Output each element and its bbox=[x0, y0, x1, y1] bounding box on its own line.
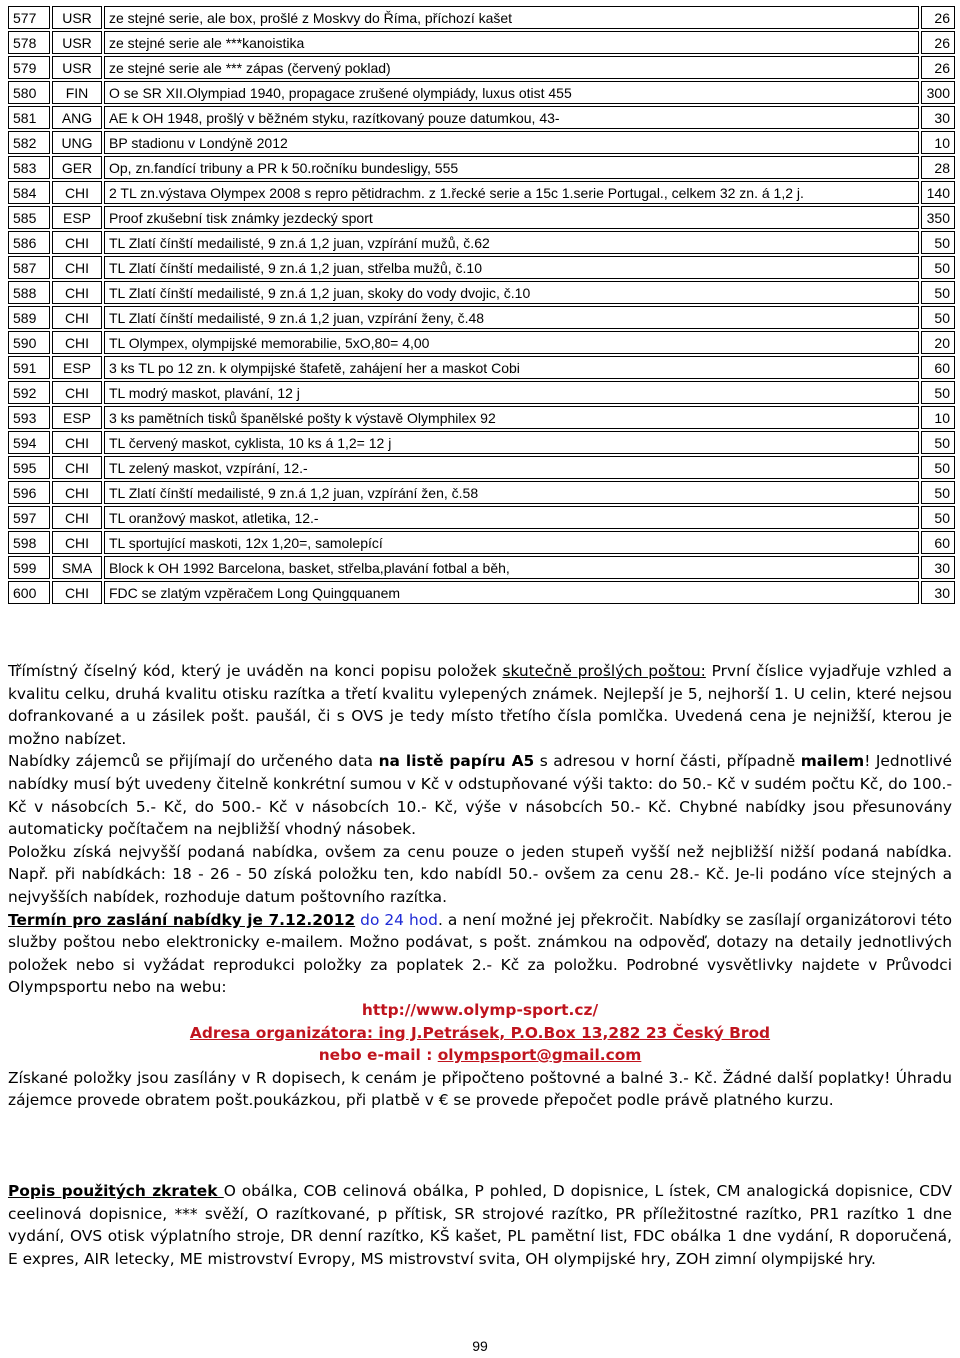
web-url[interactable]: http://www.olymp-sport.cz/ bbox=[361, 1000, 599, 1019]
lot-price: 30 bbox=[921, 581, 955, 604]
lot-row bbox=[8, 6, 955, 29]
lot-row bbox=[8, 531, 955, 554]
lot-description: 3 ks TL po 12 zn. k olympijské štafetě, zahájení her a maskot Cobi bbox=[104, 356, 919, 379]
lot-description: O se SR XII.Olympiad 1940, propagace zrušené olympiády, luxus otist 455 bbox=[104, 81, 919, 104]
lot-country: USR bbox=[52, 56, 102, 79]
lot-country: CHI bbox=[52, 231, 102, 254]
lot-number: 598 bbox=[8, 531, 50, 554]
lot-row bbox=[8, 106, 955, 129]
lot-row bbox=[8, 306, 955, 329]
lot-number: 597 bbox=[8, 506, 50, 529]
lot-row bbox=[8, 481, 955, 504]
lot-number: 585 bbox=[8, 206, 50, 229]
lot-description: Op, zn.fandící tribuny a PR k 50.ročníku bundesligy, 555 bbox=[104, 156, 919, 179]
lot-price: 50 bbox=[921, 431, 955, 454]
lot-price: 26 bbox=[921, 31, 955, 54]
lot-number: 600 bbox=[8, 581, 50, 604]
lot-country: CHI bbox=[52, 456, 102, 479]
lot-description: 2 TL zn.výstava Olympex 2008 s repro pětidrachm. z 1.řecké serie a 15c 1.serie Portugal., celkem 32 zn. á 1,2 j. bbox=[104, 181, 919, 204]
lot-country: SMA bbox=[52, 556, 102, 579]
lot-price: 50 bbox=[921, 506, 955, 529]
lot-number: 596 bbox=[8, 481, 50, 504]
lot-row bbox=[8, 231, 955, 254]
lot-row bbox=[8, 356, 955, 379]
lots-table bbox=[6, 4, 957, 606]
lot-country: USR bbox=[52, 31, 102, 54]
lot-description: TL Zlatí čínští medailisté, 9 zn.á 1,2 juan, vzpírání mužů, č.62 bbox=[104, 231, 919, 254]
lot-row bbox=[8, 131, 955, 154]
lot-description: TL Zlatí čínští medailisté, 9 zn.á 1,2 juan, skoky do vody dvojic, č.10 bbox=[104, 281, 919, 304]
lot-country: CHI bbox=[52, 581, 102, 604]
lot-number: 578 bbox=[8, 31, 50, 54]
lot-description: Proof zkušební tisk známky jezdecký sport bbox=[104, 206, 919, 229]
lot-country: ESP bbox=[52, 206, 102, 229]
lot-number: 599 bbox=[8, 556, 50, 579]
lot-number: 587 bbox=[8, 256, 50, 279]
lot-number: 584 bbox=[8, 181, 50, 204]
lot-row bbox=[8, 181, 955, 204]
lot-country: CHI bbox=[52, 331, 102, 354]
lot-country: ESP bbox=[52, 406, 102, 429]
lot-price: 350 bbox=[921, 206, 955, 229]
lot-price: 50 bbox=[921, 281, 955, 304]
lot-number: 580 bbox=[8, 81, 50, 104]
lot-description: TL Zlatí čínští medailisté, 9 zn.á 1,2 juan, vzpírání ženy, č.48 bbox=[104, 306, 919, 329]
lot-description: TL oranžový maskot, atletika, 12.- bbox=[104, 506, 919, 529]
lot-description: BP stadionu v Londýně 2012 bbox=[104, 131, 919, 154]
lot-row bbox=[8, 206, 955, 229]
lot-price: 30 bbox=[921, 556, 955, 579]
lot-country: ESP bbox=[52, 356, 102, 379]
lot-row bbox=[8, 56, 955, 79]
lot-number: 577 bbox=[8, 6, 50, 29]
lot-number: 591 bbox=[8, 356, 50, 379]
lot-price: 50 bbox=[921, 456, 955, 479]
shipping-paragraph: Získané položky jsou zasílány v R dopisech, k cenám je připočteno poštovné a balné 3.- Kč. Žádné další poplatky! Úhradu zájemce provede obratem pošt.poukázkou, při platbě v € se provede přepočet podle právě platného kurzu. bbox=[8, 1068, 952, 1110]
lot-price: 26 bbox=[921, 6, 955, 29]
lot-row bbox=[8, 406, 955, 429]
lot-row bbox=[8, 506, 955, 529]
lot-price: 10 bbox=[921, 131, 955, 154]
lot-row bbox=[8, 281, 955, 304]
abbreviations-title: Popis použitých zkratek bbox=[8, 1182, 224, 1200]
lot-number: 581 bbox=[8, 106, 50, 129]
email-link[interactable]: olympsport@gmail.com bbox=[437, 1046, 642, 1065]
lot-number: 582 bbox=[8, 131, 50, 154]
deadline-time: do 24 hod bbox=[360, 910, 438, 929]
lot-number: 588 bbox=[8, 281, 50, 304]
lot-description: 3 ks pamětních tisků španělské pošty k výstavě Olymphilex 92 bbox=[104, 406, 919, 429]
lot-country: ANG bbox=[52, 106, 102, 129]
abbreviations bbox=[8, 1180, 952, 1270]
abbreviations-text: O obálka, COB celinová obálka, P pohled, D dopisnice, L ístek, CM analogická dopisnice, CDV ceelinová dopisnice, *** svěží, O razítkované, p přítisk, SR strojové razítko, PR příležitostné razítko, PR1 razítko 1 dne vydání, OVS otisk výplatního stroje, DR denní razítko, KŠ kašet, PL pamětní list, FDC obálka 1 dne vydání, R doporučená, E expres, AIR letecky, ME mistrovství Evropy, MS mistrovství svita, OH olympijské hry, ZOH zimní olympijské hry. bbox=[8, 1182, 952, 1268]
lot-price: 10 bbox=[921, 406, 955, 429]
lot-description: TL Zlatí čínští medailisté, 9 zn.á 1,2 juan, střelba mužů, č.10 bbox=[104, 256, 919, 279]
lot-row bbox=[8, 31, 955, 54]
info-text bbox=[8, 660, 952, 1112]
lot-country: CHI bbox=[52, 431, 102, 454]
lot-description: AE k OH 1948, prošlý v běžném styku, razítkovaný pouze datumkou, 43- bbox=[104, 106, 919, 129]
deadline-paragraph: Termín pro zaslání nabídky je 7.12.2012 do 24 hod. a není možné jej překročit. Nabídky se zasílají organizátorovi této služby poštou nebo elektronicky e-mailem. Možno podávat, s pošt. známkou na odpověď, dotazy na detaily jednotlivých položek nebo si vyžádat reprodukci položky za poplatek 2.- Kč za položku. Podrobné vysvětlivky najdete v Průvodci Olympsportu nebo na webu: bbox=[8, 910, 952, 997]
lot-country: UNG bbox=[52, 131, 102, 154]
lot-country: USR bbox=[52, 6, 102, 29]
lot-row bbox=[8, 431, 955, 454]
lot-price: 60 bbox=[921, 356, 955, 379]
lot-price: 50 bbox=[921, 306, 955, 329]
lot-row bbox=[8, 156, 955, 179]
lot-description: ze stejné serie, ale box, prošlé z Moskvy do Říma, příchozí kašet bbox=[104, 6, 919, 29]
lot-description: ze stejné serie ale ***kanoistika bbox=[104, 31, 919, 54]
lot-row bbox=[8, 331, 955, 354]
lot-country: CHI bbox=[52, 256, 102, 279]
page-number: 99 bbox=[472, 1338, 488, 1354]
lot-number: 592 bbox=[8, 381, 50, 404]
lot-number: 594 bbox=[8, 431, 50, 454]
lot-country: CHI bbox=[52, 181, 102, 204]
lot-number: 595 bbox=[8, 456, 50, 479]
lot-country: CHI bbox=[52, 281, 102, 304]
lot-price: 20 bbox=[921, 331, 955, 354]
lots-table-body bbox=[8, 6, 955, 604]
lot-description: TL Zlatí čínští medailisté, 9 zn.á 1,2 juan, vzpírání žen, č.58 bbox=[104, 481, 919, 504]
lot-price: 26 bbox=[921, 56, 955, 79]
lot-description: TL modrý maskot, plavání, 12 j bbox=[104, 381, 919, 404]
lot-price: 140 bbox=[921, 181, 955, 204]
lot-country: GER bbox=[52, 156, 102, 179]
email-line: nebo e-mail : olympsport@gmail.com bbox=[318, 1046, 642, 1065]
lot-price: 50 bbox=[921, 231, 955, 254]
lot-number: 583 bbox=[8, 156, 50, 179]
lot-price: 50 bbox=[921, 481, 955, 504]
lot-price: 30 bbox=[921, 106, 955, 129]
lot-price: 28 bbox=[921, 156, 955, 179]
lot-description: FDC se zlatým vzpěračem Long Quingquanem bbox=[104, 581, 919, 604]
lot-number: 593 bbox=[8, 406, 50, 429]
lot-country: CHI bbox=[52, 506, 102, 529]
lot-country: FIN bbox=[52, 81, 102, 104]
quality-code-paragraph: Třímístný číselný kód, který je uváděn na konci popisu položek skutečně prošlých poštou: První číslice vyjadřuje vzhled a kvalitu celku, druhá kvalitu otisku razítka a třetí kvalitu vylepených známek. Nejlepší je 5, nejhorší 1. U celin, které nejsou dofrankované a u zásilek pošt. paušál, či s OVS je tedy místo třetího čísla pomlčka. Uvedená cena je nejnižší, kterou je možno nabízet. bbox=[8, 662, 952, 748]
lot-number: 579 bbox=[8, 56, 50, 79]
lot-description: Block k OH 1992 Barcelona, basket, střelba,plavání fotbal a běh, bbox=[104, 556, 919, 579]
lot-description: TL červený maskot, cyklista, 10 ks á 1,2= 12 j bbox=[104, 431, 919, 454]
lot-row bbox=[8, 456, 955, 479]
lot-row bbox=[8, 81, 955, 104]
organizer-address: Adresa organizátora: ing J.Petrásek, P.O.Box 13,282 23 Český Brod bbox=[189, 1023, 771, 1042]
lot-price: 50 bbox=[921, 381, 955, 404]
lot-country: CHI bbox=[52, 381, 102, 404]
lot-row bbox=[8, 381, 955, 404]
winning-bid-paragraph: Položku získá nejvyšší podaná nabídka, ovšem za cenu pouze o jeden stupeň vyšší než nejbližší nižší podaná nabídka. Např. při nabídkách: 18 - 26 - 50 získá položku ten, kdo nabídl 50.- ovšem za cenu 28.- Kč. Je-li podáno více stejných a nejvyšších nabídek, rozhoduje datum poštovního razítka. bbox=[8, 842, 952, 906]
lot-price: 50 bbox=[921, 256, 955, 279]
lot-description: TL Olympex, olympijské memorabilie, 5xO,80= 4,00 bbox=[104, 331, 919, 354]
lot-description: TL sportující maskoti, 12x 1,20=, samolepící bbox=[104, 531, 919, 554]
lot-number: 589 bbox=[8, 306, 50, 329]
lot-number: 590 bbox=[8, 331, 50, 354]
lot-country: CHI bbox=[52, 306, 102, 329]
bids-paragraph: Nabídky zájemců se přijímají do určeného data na listě papíru A5 s adresou v horní části, případně mailem! Jednotlivé nabídky musí být uvedeny čitelně konkrétní sumou v Kč v odstupňované výši takto: do 50.- Kč v sudém počtu Kč, do 100.- Kč v násobcích 5.- Kč, do 500.- Kč v násobcích 10.- Kč, výše v násobcích 50.- Kč. Chybné nabídky jsou přesunovány automaticky počítačem na nejbližší vhodný násobek. bbox=[8, 752, 953, 839]
lot-price: 60 bbox=[921, 531, 955, 554]
lot-row bbox=[8, 581, 955, 604]
lot-country: CHI bbox=[52, 481, 102, 504]
lot-price: 300 bbox=[921, 81, 955, 104]
lot-row bbox=[8, 556, 955, 579]
lot-country: CHI bbox=[52, 531, 102, 554]
lot-number: 586 bbox=[8, 231, 50, 254]
lot-row bbox=[8, 256, 955, 279]
lot-description: TL zelený maskot, vzpírání, 12.- bbox=[104, 456, 919, 479]
deadline: Termín pro zaslání nabídky je 7.12.2012 bbox=[8, 910, 356, 929]
lot-description: ze stejné serie ale *** zápas (červený poklad) bbox=[104, 56, 919, 79]
